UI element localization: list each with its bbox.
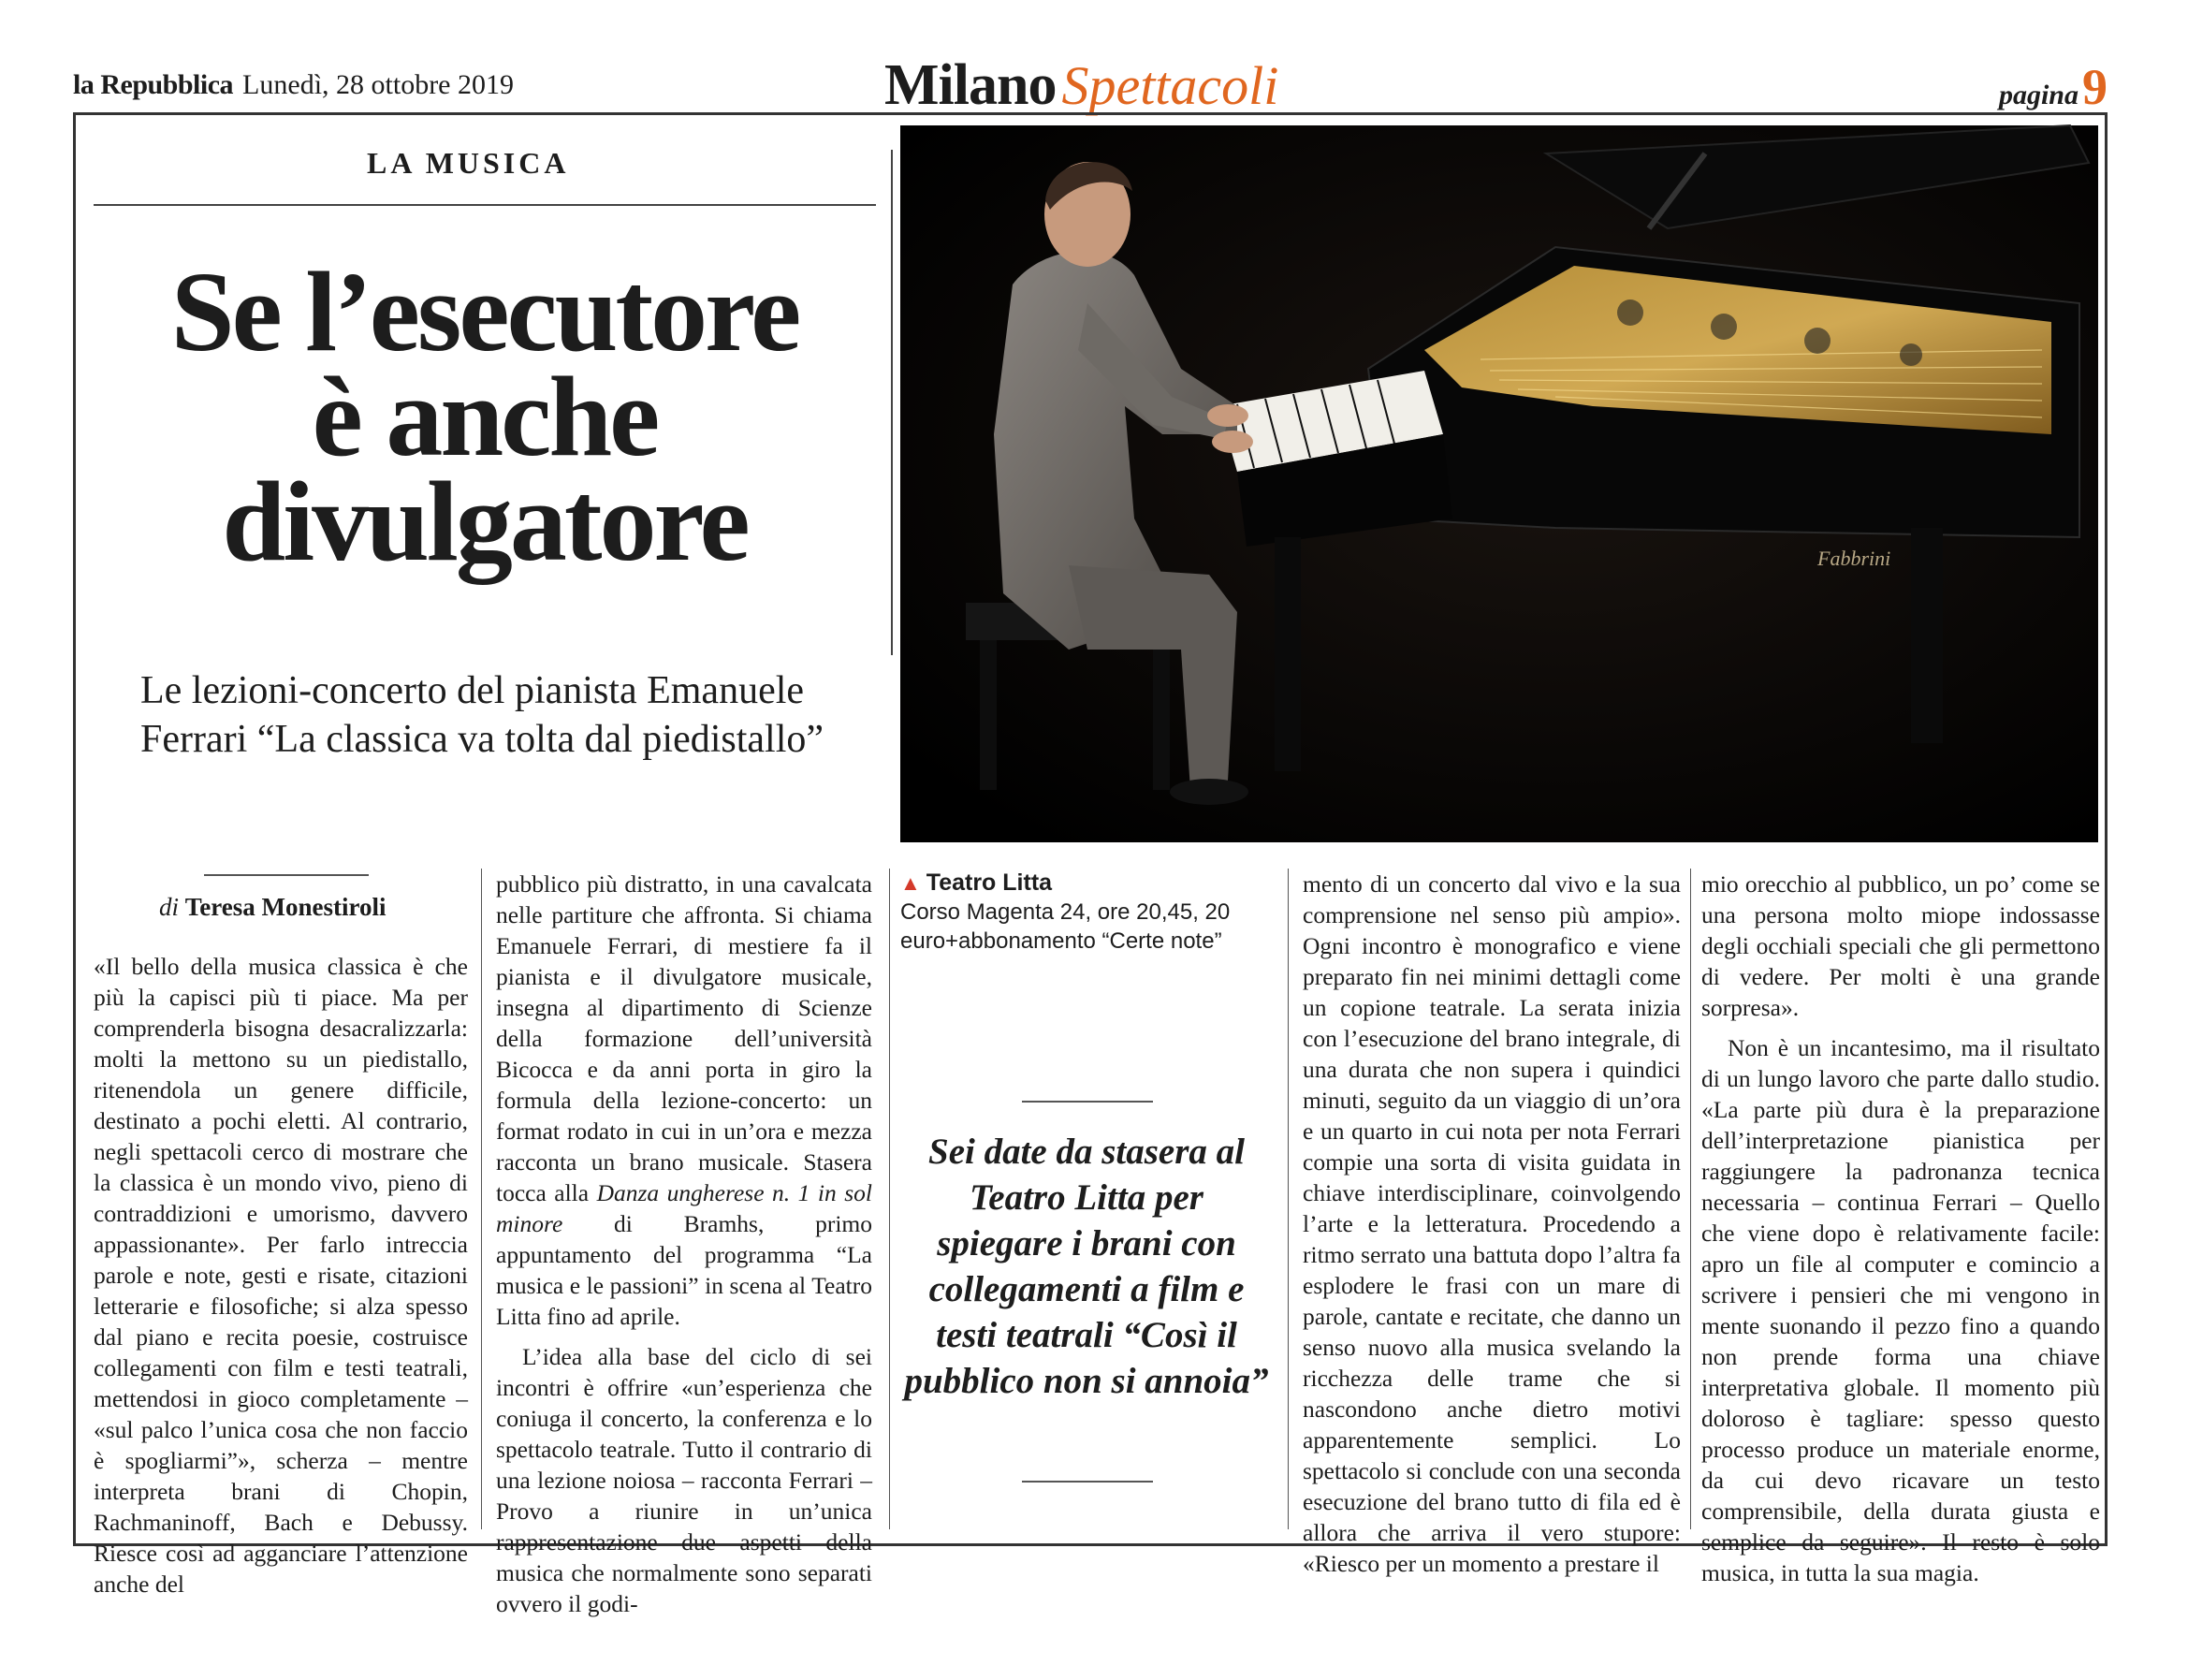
masthead-left [73, 69, 514, 101]
section-name: Spettacoli [1061, 55, 1279, 116]
issue-date: Lunedì, 28 ottobre 2019 [242, 69, 514, 100]
byline [159, 893, 387, 922]
page-number-block [1999, 58, 2108, 116]
photo-caption [900, 869, 1275, 956]
body-column-3 [1303, 869, 1681, 1577]
pull-quote: Sei date da stasera al Teatro Litta per spiegare i brani con collegamenti a film e testi teatrali “Così il pubblico non si annoia” [904, 1132, 1269, 1401]
body-paragraph: L’idea alla base del ciclo di sei incontri è offrire «un’esperienza che coniuga il concerto, la conferenza e lo spettacolo teatrale. Tutto il contrario di una lezione noiosa – racconta Ferrari – Provo a riunire in un’unica rappresentazione due aspetti della musica che normalmente sono separati ovvero il godi- [496, 1343, 872, 1617]
headline [94, 249, 876, 585]
headline-photo-divider [891, 150, 893, 655]
column-rule-2 [889, 869, 890, 1529]
pianist-photo-illustration [900, 125, 2098, 842]
body-paragraph: mio orecchio al pubblico, un po’ come se una persona molto miope indossasse degli occhiali speciali che gli permettono di vedere. Per molti è una grande sorpresa». [1701, 870, 2100, 1021]
column-rule-1 [481, 869, 482, 1529]
piano-brand-text: Fabbrini [1817, 547, 1891, 570]
headline-line-2: è anche [312, 354, 658, 480]
body-paragraph: «Il bello della musica classica è che più la capisci più ti piace. Ma per comprenderla bisogna desacralizzarla: molti la mettono su un piedistallo, ritenendola un genere difficile, destinato a pochi eletti. Al contrario, negli spettacoli cerco di mostrare che la classica è un mondo vivo, pieno di contraddizioni e umorismo, davvero appassionante». Per farlo intreccia parole e note, gesti e risate, citazioni letterarie e filosofiche; si alza spesso dal piano e recita poesie, costruisce collegamenti con film e testi teatrali, mettendosi in gioco completamente – «sul palco l’unica cosa che non faccio è spogliarmi”», scherza – mentre interpreta brani di Chopin, Rachmaninoff, Bach e Debussy. Riesce così ad agganciare l’attenzione anche del [94, 953, 468, 1598]
headline-line-1: Se l’esecutore [170, 249, 799, 375]
edition-city: Milano [884, 53, 1057, 117]
body-column-1 [94, 951, 468, 1598]
caption-venue: Teatro Litta [926, 869, 1053, 896]
headline-line-3: divulgatore [222, 459, 748, 585]
column-rule-3 [1288, 869, 1289, 1529]
page-word: pagina [1998, 80, 2079, 110]
work-title: Danza ungherese n. 1 in sol minore [496, 1179, 872, 1237]
rubric-rule [94, 204, 876, 206]
rubric: LA MUSICA [367, 146, 570, 180]
column-rule-4 [1690, 869, 1691, 1529]
pianist-photo [900, 125, 2098, 842]
body-column-2 [496, 869, 872, 1617]
body-text: di Bramhs, primo appuntamento del programma “La musica e le passioni” in scena al Teatro Litta fino ad aprile. [496, 1210, 872, 1330]
newspaper-brand: la Repubblica [73, 69, 234, 100]
masthead-center [884, 52, 1278, 119]
subheadline: Le lezioni-concerto del pianista Emanuele Ferrari “La classica va tolta dal piedistallo” [140, 669, 824, 761]
body-paragraph: mento di un concerto dal vivo e la sua comprensione nel senso più ampio». Ogni incontro è monografico e viene preparato fin nei minimi dettagli come un copione teatrale. La serata inizia con l’esecuzione del brano integrale, di una durata che non supera i quindici minuti, seguito da un viaggio di un’ora e un quarto in cui nota per nota Ferrari compie una sorta di visita guidata in chiave interdisciplinare, coinvolgendo l’arte e la letteratura. Procedendo a ritmo serrato una battuta dopo l’altra fa esplodere le frasi con un mare di parole, cantate e recitate, che danno un senso nuovo alla musica svelando la ricchezza delle trame che si nascondono anche dietro motivi apparentemente semplici. Lo spettacolo si conclude con una seconda esecuzione del brano tutto di fila ed è allora che arriva il vero stupore: «Riesco per un momento a prestare il [1303, 870, 1681, 1577]
body-column-4 [1701, 869, 2100, 1586]
pullquote-rule-top [1022, 1101, 1153, 1103]
byline-prefix: di [159, 893, 180, 921]
body-paragraph [496, 869, 872, 1332]
byline-author: Teresa Monestiroli [184, 893, 387, 921]
body-text: pubblico più distratto, in una cavalcata nelle partiture che affronta. Si chiama Emanuele Ferrari, di mestiere fa il pianista e il divulgatore musicale, insegna al dipartimento di Scienze della formazione dell’università Bicocca e da anni porta in giro la formula della lezione-concerto: un format rodato in cui in un’ora e mezza racconta un brano musicale. Stasera tocca alla [496, 870, 872, 1206]
red-triangle-icon: ▲ [900, 871, 921, 895]
body-paragraph: Non è un incantesimo, ma il risultato di un lungo lavoro che parte dallo studio. «La parte più dura è la preparazione dell’interpretazione pianistica per raggiungere la padronanza tecnica necessaria – continua Ferrari – Quello che viene dopo è relativamente facile: apro un file al computer e comincio a scrivere i pensieri che mi vengono in mente suonando il pezzo fino a quando non prende forma una chiave interpretativa globale. Il momento più doloroso è tagliare: spesso questo processo produce un materiale enorme, da cui devo ricavare un testo comprensibile, della durata giusta e semplice da seguire». Il resto è solo musica, in tutta la sua magia. [1701, 1034, 2100, 1586]
page-number: 9 [2082, 59, 2108, 115]
pullquote-rule-bottom [1022, 1481, 1153, 1483]
caption-details: Corso Magenta 24, ore 20,45, 20 euro+abbonamento “Certe note” [900, 899, 1231, 954]
byline-rule [204, 874, 369, 876]
